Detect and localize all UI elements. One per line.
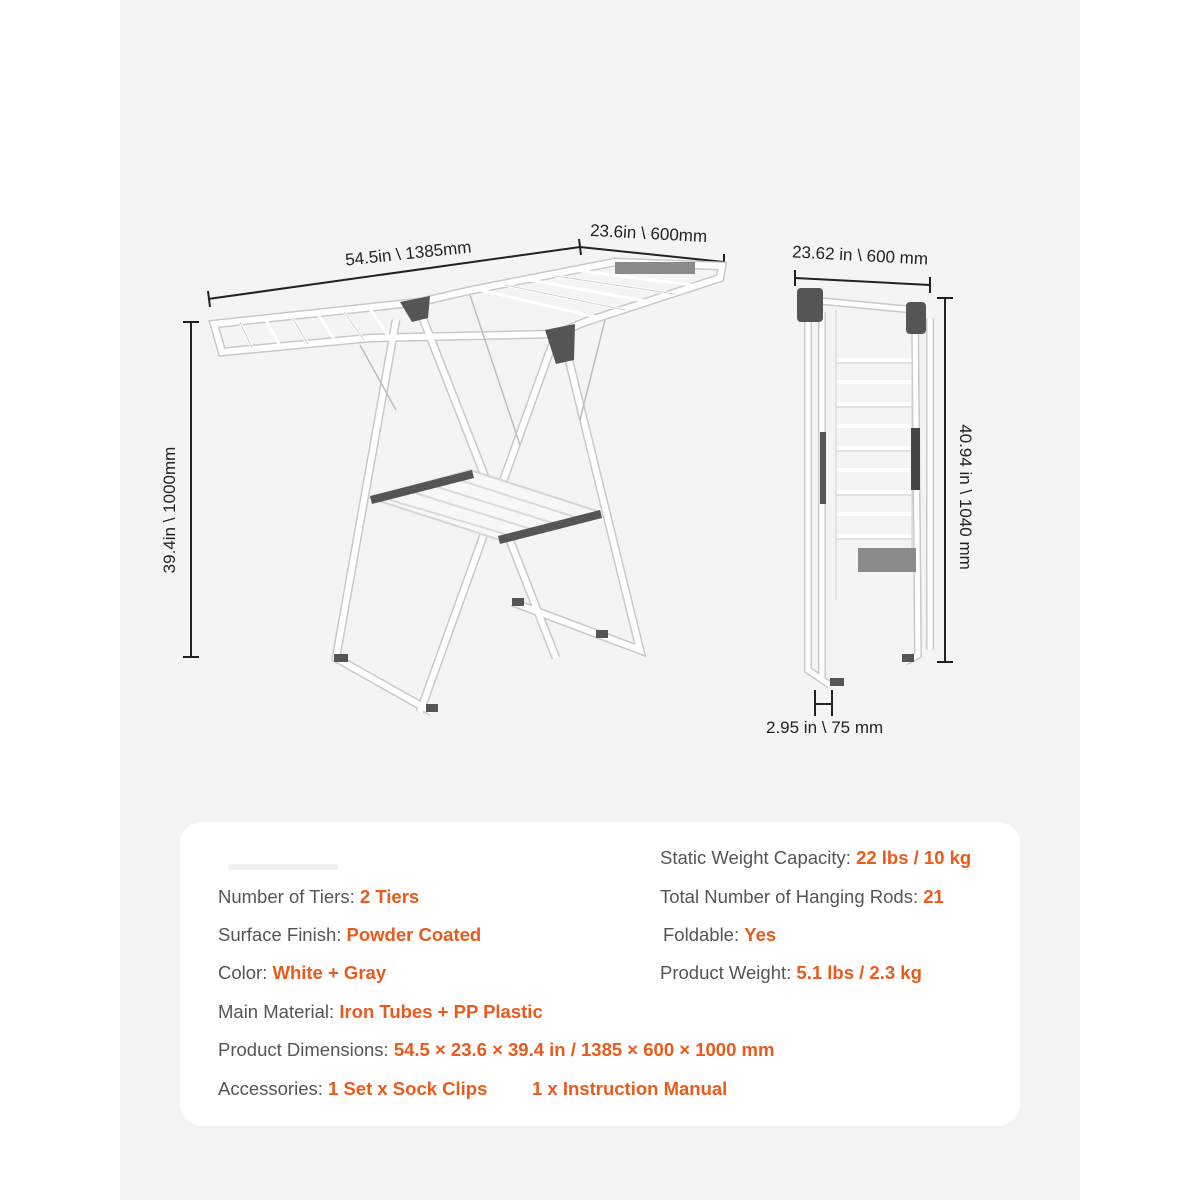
spec-value: 5.1 lbs / 2.3 kg xyxy=(796,962,922,983)
spec-finish xyxy=(218,924,481,946)
spec-label: Accessories: xyxy=(218,1078,329,1099)
spec-label: Static Weight Capacity: xyxy=(660,847,857,868)
spec-color xyxy=(218,962,386,984)
decorative-bar xyxy=(228,864,338,870)
spec-label: Product Weight: xyxy=(660,962,797,983)
side-width-label: 23.62 in \ 600 mm xyxy=(791,242,929,269)
side-depth-dimension xyxy=(815,690,832,716)
spec-value: White + Gray xyxy=(272,962,387,983)
front-length-label: 54.5in \ 1385mm xyxy=(344,237,473,270)
spec-label: Color: xyxy=(218,962,273,983)
spec-value: Yes xyxy=(744,924,777,945)
front-height-dimension xyxy=(183,322,199,657)
spec-material xyxy=(218,1001,543,1023)
front-view-rack xyxy=(214,262,722,712)
spec-tiers xyxy=(218,886,419,908)
spec-label: Product Dimensions: xyxy=(218,1039,394,1060)
spec-label: Main Material: xyxy=(218,1001,340,1022)
spec-rods xyxy=(660,886,944,908)
spec-label: Surface Finish: xyxy=(218,924,347,945)
spec-value: 54.5 × 23.6 × 39.4 in / 1385 × 600 × 1000 mm xyxy=(393,1039,775,1060)
spec-accessories-manual xyxy=(532,1078,727,1100)
spec-weight xyxy=(660,962,922,984)
spec-label: Foldable: xyxy=(663,924,745,945)
spec-accessories xyxy=(218,1078,487,1100)
spec-value: 1 x Instruction Manual xyxy=(532,1078,728,1099)
front-height-label: 39.4in \ 1000mm xyxy=(160,446,179,574)
front-depth-label: 23.6in \ 600mm xyxy=(589,220,708,247)
spec-value: Iron Tubes + PP Plastic xyxy=(339,1001,543,1022)
spec-value: 22 lbs / 10 kg xyxy=(856,847,972,868)
spec-label: Number of Tiers: xyxy=(218,886,360,907)
spec-static-weight xyxy=(660,847,971,869)
side-height-label: 40.94 in \ 1040 mm xyxy=(956,424,975,570)
spec-dimensions xyxy=(218,1039,774,1061)
side-depth-label: 2.95 in \ 75 mm xyxy=(766,718,884,737)
spec-foldable xyxy=(663,924,776,946)
spec-value: Powder Coated xyxy=(346,924,482,945)
spec-value: 1 Set x Sock Clips xyxy=(328,1078,488,1099)
spec-value: 21 xyxy=(923,886,944,907)
spec-label: Total Number of Hanging Rods: xyxy=(660,886,924,907)
side-view-rack xyxy=(797,288,930,686)
spec-value: 2 Tiers xyxy=(359,886,420,907)
side-height-dimension xyxy=(937,298,953,662)
